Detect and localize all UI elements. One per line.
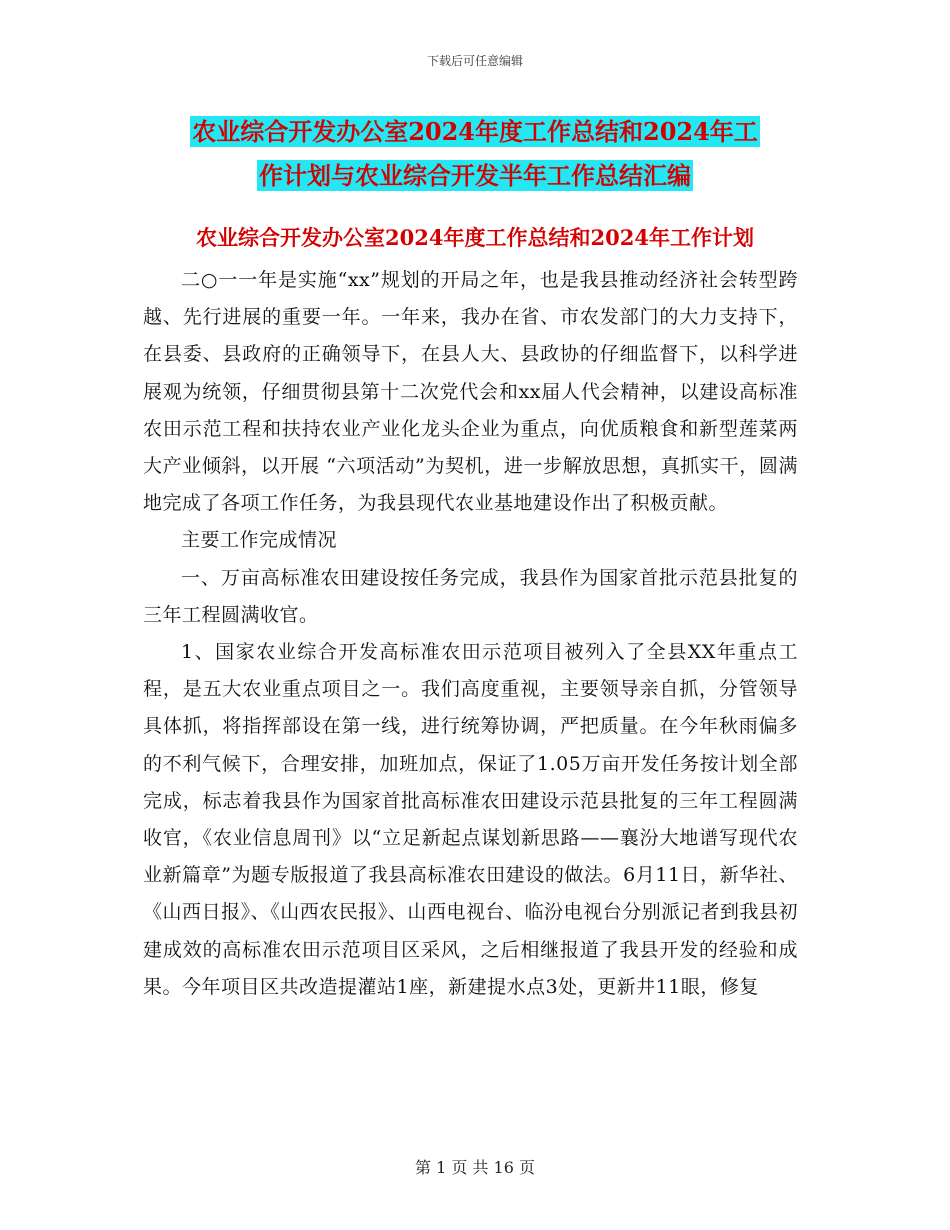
body-paragraph: 二○一一年是实施“xx”规划的开局之年，也是我县推动经济社会转型跨越、先行进展的重要一年。一年来，我办在省、市农发部门的大力支持下，在县委、县政府的正确领导下，在县人大、县政协的仔细监督下，以科学进展观为统领，仔细贯彻县第十二次党代会和xx届人代会精神，以建设高标准农田示范工程和扶持农业产业化龙头企业为重点，向优质粮食和新型莲菜两大产业倾斜，以开展 “六项活动”为契机，进一步解放思想，真抓实干，圆满地完成了各项工作任务，为我县现代农业基地建设作出了积极贡献。 (143, 269, 798, 515)
section-title: 农业综合开发办公室2024年度工作总结和2024年工作计划 (196, 225, 754, 250)
main-title-line-1: 农业综合开发办公室2024年度工作总结和2024年工 (192, 117, 758, 146)
body-paragraph: 主要工作完成情况 (181, 529, 338, 552)
header-note: 下载后可任意编辑 (426, 54, 523, 68)
page-footer: 第 1 页 共 16 页 (415, 1158, 535, 1177)
body-paragraph: 一、万亩高标准农田建设按任务完成，我县作为国家首批示范县批复的三年工程圆满收官。 (143, 566, 798, 626)
document-body (143, 262, 798, 1006)
body-paragraph: 1、国家农业综合开发高标准农田示范项目被列入了全县XX年重点工程，是五大农业重点项目之一。我们高度重视，主要领导亲自抓，分管领导具体抓，将指挥部设在第一线，进行统筹协调，严把质量。在今年秋雨偏多的不利气候下，合理安排，加班加点，保证了1.05万亩开发任务按计划全部完成，标志着我县作为国家首批高标准农田建设示范县批复的三年工程圆满收官，《农业信息周刊》以“立足新起点谋划新思路——襄汾大地谱写现代农业新篇章”为题专版报道了我县高标准农田建设的做法。6月11日，新华社、《山西日报》、《山西农民报》、山西电视台、临汾电视台分别派记者到我县初建成效的高标准农田示范项目区采风，之后相继报道了我县开发的经验和成果。今年项目区共改造提灌站1座，新建提水点3处，更新井11眼，修复 (143, 641, 798, 998)
document-main-title (0, 110, 950, 198)
main-title-line-2: 作计划与农业综合开发半年工作总结汇编 (259, 161, 691, 190)
